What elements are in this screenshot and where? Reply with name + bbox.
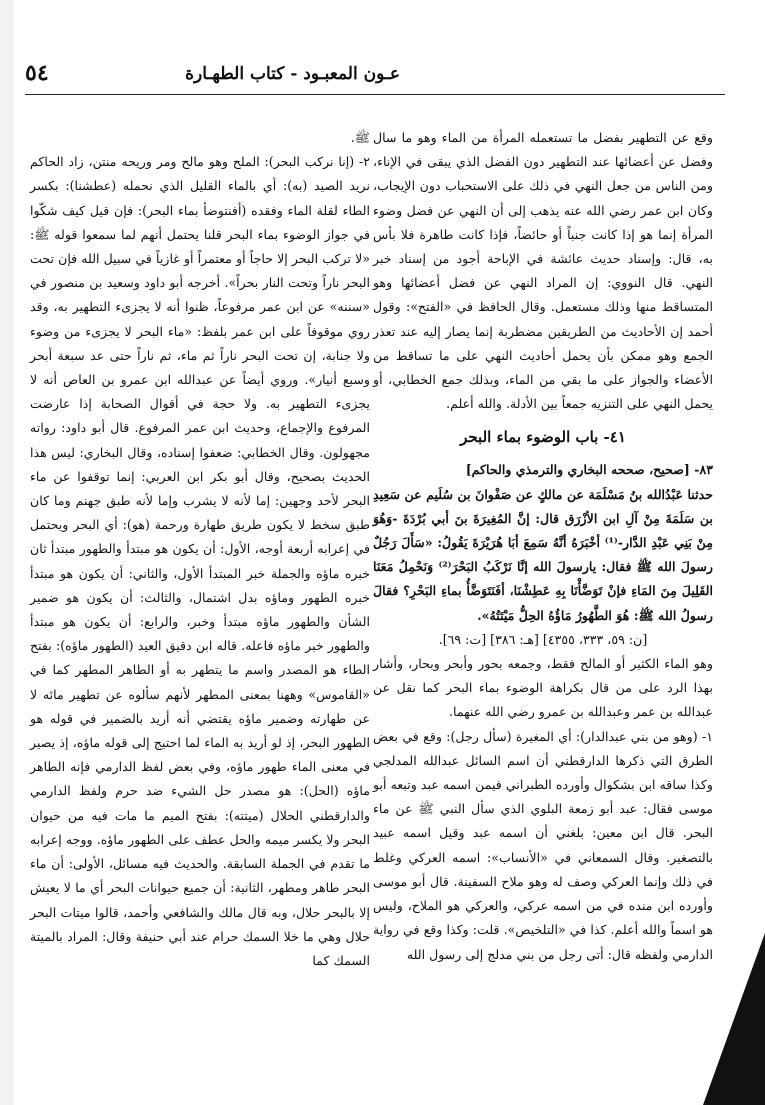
chapter-heading: ٤١- باب الوضوء بماء البحر	[460, 428, 626, 447]
right-column	[373, 126, 713, 967]
hadith-references: [ن: ٥٩، ٣٣٣، ٤٣٥٥] [هـ: ٣٨٦] [ت: ٦٩].	[438, 631, 648, 647]
footnote-1: ١- (وهو من بني عبدالدار): أي المغيرة (سأل رجل): وقع في بعض الطرق التي ذكرها الدارقطني أن اسم السائل عبدالله المدلجي وكذا ساقه ابن بشكوال وأورده الطبراني فيمن اسمه عبد وتبعه أبو موسى فقال: عبد أبو زمعة البلوي الذي سأل النبي ﷺ عن ماء البحر. قال ابن معين: بلغني أن اسمه عبد وقيل اسمه عبيد بالتصغير. وقال السمعاني في «الأنساب»: اسمه العركي وغلط في ذلك وإنما العركي وصف له وهو ملاح السفينة. قال أبو موسى وأورده ابن منده في من اسمه عركي، والعركي هو الملاح، وليس هو اسماً والله أعلم. كذا في «التلخيص». قلت: وكذا وقع في رواية الدارمي ولفظه قال: أتى رجل من بني مدلج إلى رسول الله	[373, 728, 713, 962]
footnote-2: ٢- (إنا نركب البحر): الملح وهو مالح ومر وريحه منتن، زاد الحاكم نريد الصيد (به): أي بالماء القليل الذي نحمله (عطشنا): بكسر الطاء لقلة الماء وفقده (أفنتوضأ بماء البحر): فإن قيل كيف شكّوا في جواز الوضوء بماء البحر قلنا يحتمل أنهم لما سمعوا قوله ﷺ: «لا تركب البحر إلا حاجاً أو معتمراً أو غازياً في سبيل الله فإن تحت البحر ناراً وتحت النار بحراً». أخرجه أبو داود وسعيد بن منصور في «سننه» عن ابن عمر مرفوعاً، ظنوا أنه لا يجزىء التطهير به، وقد روي موقوفاً على ابن عمر بلفظ: «ماء البحر لا يجزىء من وضوء ولا جنابة، إن تحت البحر ناراً ثم ماء، ثم ناراً حتى عد سبعة أبحر وسبع أنيار». وروي أيضاً عن عبدالله ابن عمرو بن العاص أنه لا يجزىء التطهير به. ولا حجة في أقوال الصحابة إذا عارضت المرفوع والإجماع، وحديث ابن عمر المرفوع. قال أبو داود: رواته مجهولون. وقال الخطابي: ضعفوا إسناده، وقال البخاري: ليس هذا الحديث بصحيح، وقال أبو بكر ابن العربي: إنما توقفوا عن ماء البحر لأحد وجهين: إما لأنه لا يشرب وإما لأنه طبق جهنم وما كان طبق سخط لا يكون طريق طهارة ورحمة (هو): أي البحر ويحتمل في إعرابه أربعة أوجه، الأول: أن يكون هو مبتدأ والطهور مبتدأ ثان خبره ماؤه والجملة خبر المبتدأ الأول، والثاني: أن يكون هو مبتدأ خبره الطهور وماؤه بدل اشتمال، والثالث: أن يكون هو ضمير الشأن والطهور ماؤه مبتدأ وخبر، والرابع: أن يكون هو مبتدأ والطهور خبر ماؤه فاعله. قاله ابن دقيق العيد (الطهور ماؤه): بفتح الطاء هو المصدر واسم ما يتطهر به أو الطاهر المطهر كما في «القاموس» وههنا بمعنى المطهر لأنهم سألوه عن تطهير مائه لا عن طهارته وضمير ماؤه يقتضي أنه أريد بالضمير في قوله هو الطهور البحر، إذ لو أريد به الماء لما احتيج إلى قوله ماؤه، إذ يصير في معنى الماء طهور ماؤه، وفي بعض لفظ الدارمي فإنه الطاهر ماؤه (الحل): هو مصدر حل الشيء ضد حرم ولفظ الدارمي والدارقطني الحلال (ميتته): بفتح الميم ما مات فيه من حيوان البحر ولا يكسر ميمه والحل عطف على الطهور ماؤه. ووجه إعرابه ما تقدم في الجملة السابقة. والحديث فيه مسائل، الأولى: أن ماء البحر طاهر ومطهر، الثانية: أن جميع حيوانات البحر أي ما لا يعيش إلا بالبحر حلال، وبه قال مالك والشافعي وأحمد، قالوا ميتات البحر حلال وهي ما خلا السمك حرام عند أبي حنيفة وقال: المراد بالميتة السمك كما	[30, 154, 370, 968]
continuation-text: ﷺ.	[350, 130, 370, 145]
running-title: عـون المعبـود - كتاب الطهـارة	[185, 64, 400, 84]
page-number: ٥٤	[25, 60, 49, 86]
commentary-paragraph: وهو الماء الكثير أو المالح فقط، وجمعه بحور وأبحر وبحار، وأشار بهذا الرد على من قال بكراهة الوضوء بماء البحر كما نقل عن عبدالله بن عمر وعبدالله بن عمرو رضي الله عنهما.	[373, 656, 713, 720]
left-column	[30, 126, 370, 973]
hadith-text: حدثنا عَبْدُالله بنُ مَسْلَمَة عن مالكٍ عن صَفْوانَ بن سُلَيم عن سَعِيدِ بن سَلَمَةَ مِنْ آلِ ابن الأزْرَق قال: إنَّ المُغِيرَةَ بنَ أبي بُرْدَةَ -وَهُوَ مِنْ بَنِي عَبْدِ الدَّار-⁽¹⁾ أخْبَرَهُ أنَّهُ سَمِعَ أبَا هُرَيْرَةَ يَقُولُ: «سَأَلَ رَجُلٌ رسولَ الله ﷺ فقال: يارسولَ الله إنَّا نَرْكَبُ البَحْرَ⁽²⁾ وَنَحْمِلُ مَعَنَا القَلِيلَ مِنَ المَاءِ فإنْ تَوَضَّأْنَا بِهِ عَطِشْنَا، أفَنَتَوَضَّأُ بماءِ البَحْرِ؟ فقالَ رسولُ الله ﷺ: هُوَ الطَّهُورُ مَاؤُهُ الحِلُّ مَيْتَتُهُ».	[373, 486, 714, 623]
hadith-grading: ٨٣- [صحيح، صححه البخاري والترمذي والحاكم]	[465, 462, 713, 478]
page-header	[25, 58, 725, 95]
page-corner-shadow	[703, 933, 765, 1105]
page-gutter-shadow	[0, 0, 14, 1105]
commentary-paragraph: وقع عن التطهير بفضل ما تستعمله المرأة من الماء وهو ما سال وفضل عن أعضائها عند التطهير دون الفضل الذي يبقى في الإناء، ومن الناس من جعل النهي في ذلك على الاستحباب دون الإيجاب، وكان ابن عمر رضي الله عنه يذهب إلى أن النهي عن فضل وضوء المرأة إنما هو إذا كانت جنباً أو حائضاً، فإذا كانت طاهرة فلا بأس به، قال: وإسناد حديث عائشة في الإباحة أجود من إسناد خبر النهي. قال النووي: إن المراد النهي عن فضل أعضائها وهو المتساقط منها وذلك مستعمل. وقال الحافظ في «الفتح»: وقول أحمد إن الأحاديث من الطريقين مضطربة إنما يصار إليه عند تعذر الجمع وهو ممكن بأن يحمل أحاديث النهي على ما تساقط من الأعضاء والجواز على ما بقي من الماء، وبذلك جمع الخطابي، أو يحمل النهي على التنزيه جمعاً بين الأدلة. والله أعلم.	[373, 130, 713, 412]
